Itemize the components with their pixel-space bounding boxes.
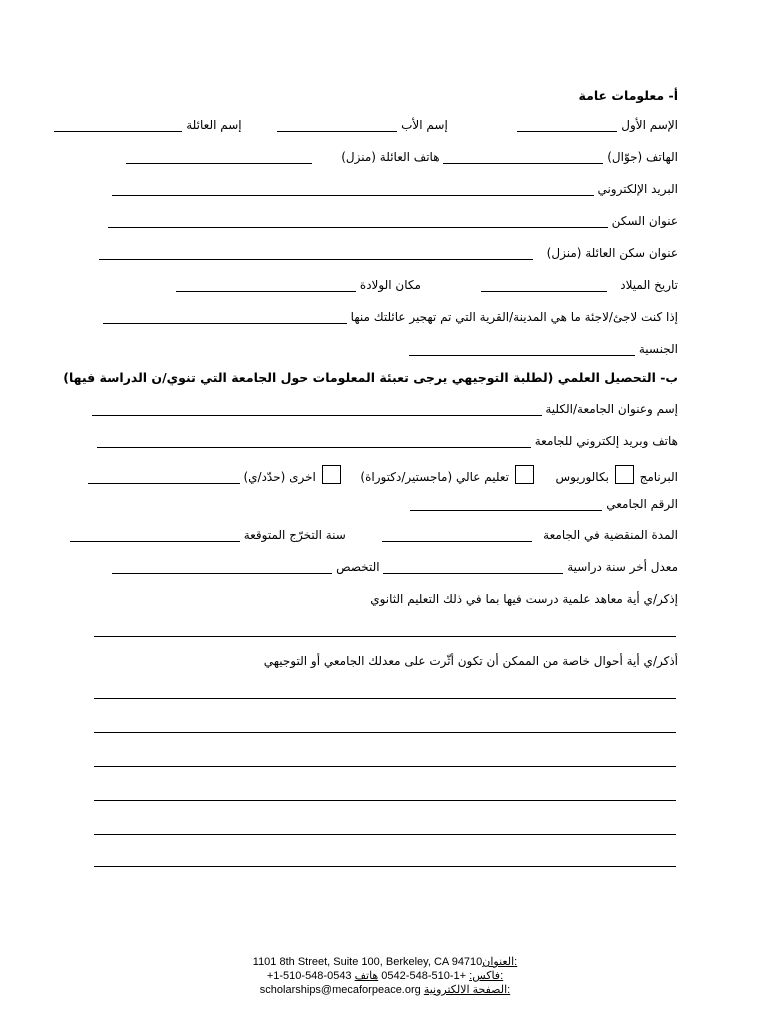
circumstances-line-1[interactable]: [94, 698, 676, 699]
circumstances-line-2[interactable]: [94, 732, 676, 733]
first-name-field[interactable]: [517, 118, 617, 132]
institutes-line[interactable]: [94, 636, 676, 637]
footer: [0, 955, 770, 997]
row-student-id: [96, 497, 678, 517]
father-name-field[interactable]: [277, 118, 397, 132]
gpa-label: معدل أخر سنة دراسية: [567, 560, 678, 574]
circumstances-line-5[interactable]: [94, 834, 676, 835]
uni-contact-label: هاتف وبريد إلكتروني للجامعة: [534, 434, 678, 448]
row-birth: [96, 278, 678, 298]
student-id-label: الرقم الجامعي: [606, 497, 678, 511]
circumstances-line-6[interactable]: [94, 866, 676, 867]
phone-text: +1-510-548-0542: [381, 970, 467, 982]
row-university: [96, 402, 678, 422]
university-label: إسم وعنوان الجامعة/الكلية: [545, 402, 678, 416]
duration-label: المدة المنقضية في الجامعة: [543, 528, 678, 542]
footer-email: [0, 983, 770, 997]
row-family-residence: [96, 246, 678, 266]
phone-label: هاتف:: [354, 970, 504, 982]
higher-ed-label: تعليم عالي (ماجستير/دكتوراة): [360, 470, 509, 484]
row-residence: [96, 214, 678, 234]
university-field[interactable]: [92, 402, 542, 416]
row-email: [96, 182, 678, 202]
email-label: البريد الإلكتروني: [597, 182, 678, 196]
major-field[interactable]: [112, 560, 332, 574]
major-label: التخصص: [336, 560, 380, 574]
section-b-title: [63, 370, 678, 390]
footer-phones: [0, 969, 770, 983]
duration-field[interactable]: [382, 528, 532, 542]
address-text: 1101 8th Street, Suite 100, Berkeley, CA 94710: [252, 956, 483, 968]
family-residence-field[interactable]: [99, 246, 533, 260]
residence-field[interactable]: [108, 214, 608, 228]
family-name-field[interactable]: [54, 118, 182, 132]
graduation-label: سنة التخرّج المتوقعة: [243, 528, 346, 542]
other-field[interactable]: [88, 470, 240, 484]
footer-address: [0, 955, 770, 969]
uni-contact-field[interactable]: [97, 434, 531, 448]
bachelor-checkbox[interactable]: [615, 465, 634, 484]
row-refugee: [96, 310, 678, 330]
program-label: البرنامج: [639, 470, 678, 484]
birth-place-label: مكان الولادة: [359, 278, 421, 292]
row-gpa: [96, 560, 678, 580]
refugee-field[interactable]: [103, 310, 347, 324]
mobile-label: الهاتف (جوّال): [607, 150, 678, 164]
family-name-label: إسم العائلة: [186, 118, 242, 132]
gpa-field[interactable]: [383, 560, 563, 574]
row-program: [96, 465, 678, 485]
first-name-label: الإسم الأول: [621, 118, 678, 132]
address-label: العنوان:: [482, 956, 518, 968]
row-institutes: [96, 592, 678, 612]
mobile-field[interactable]: [443, 150, 603, 164]
nationality-field[interactable]: [409, 342, 635, 356]
row-circumstances: [96, 654, 678, 674]
web-label: الصفحة الالكترونية:: [423, 984, 511, 996]
graduation-field[interactable]: [70, 528, 240, 542]
family-residence-label: عنوان سكن العائلة (منزل): [546, 246, 678, 260]
birth-date-field[interactable]: [481, 278, 607, 292]
student-id-field[interactable]: [410, 497, 602, 511]
email-link[interactable]: scholarships@mecaforpeace.org: [259, 984, 421, 996]
family-phone-field[interactable]: [126, 150, 312, 164]
fax-label: فاكس:: [469, 970, 501, 982]
row-names: [96, 118, 678, 138]
bachelor-label: بكالوريوس: [555, 470, 609, 484]
residence-label: عنوان السكن: [611, 214, 678, 228]
other-label: اخرى (حدّد/ي): [243, 470, 316, 484]
email-field[interactable]: [112, 182, 594, 196]
institutes-label: إذكر/ي أية معاهد علمية درست فيها بما في ذلك التعليم الثانوي: [370, 592, 678, 606]
circumstances-line-3[interactable]: [94, 766, 676, 767]
birth-place-field[interactable]: [176, 278, 356, 292]
row-uni-contact: [96, 434, 678, 454]
row-duration: [96, 528, 678, 548]
section-b-heading: ب- التحصيل العلمي (لطلبة التوجيهي يرجى تعبئة المعلومات حول الجامعة التي تنوي/ن الدراسة فيها): [63, 370, 678, 385]
refugee-label: إذا كنت لاجئ/لاجئة ما هي المدينة/القرية التي تم تهجير عائلتك منها: [350, 310, 678, 324]
nationality-label: الجنسية: [638, 342, 678, 356]
section-a-heading: أ- معلومات عامة: [578, 88, 678, 103]
circumstances-line-4[interactable]: [94, 800, 676, 801]
higher-ed-checkbox[interactable]: [515, 465, 534, 484]
row-nationality: [96, 342, 678, 362]
circumstances-label: أذكر/ي أية أحوال خاصة من الممكن أن تكون أثّرت على معدلك الجامعي أو التوجيهي: [263, 654, 678, 668]
father-name-label: إسم الأب: [401, 118, 448, 132]
fax-text: +1-510-548-0543: [266, 970, 352, 982]
birth-date-label: تاريخ الميلاد: [620, 278, 678, 292]
row-phones: [96, 150, 678, 170]
family-phone-label: هاتف العائلة (منزل): [341, 150, 440, 164]
other-checkbox[interactable]: [322, 465, 341, 484]
section-a-title: [96, 88, 678, 108]
